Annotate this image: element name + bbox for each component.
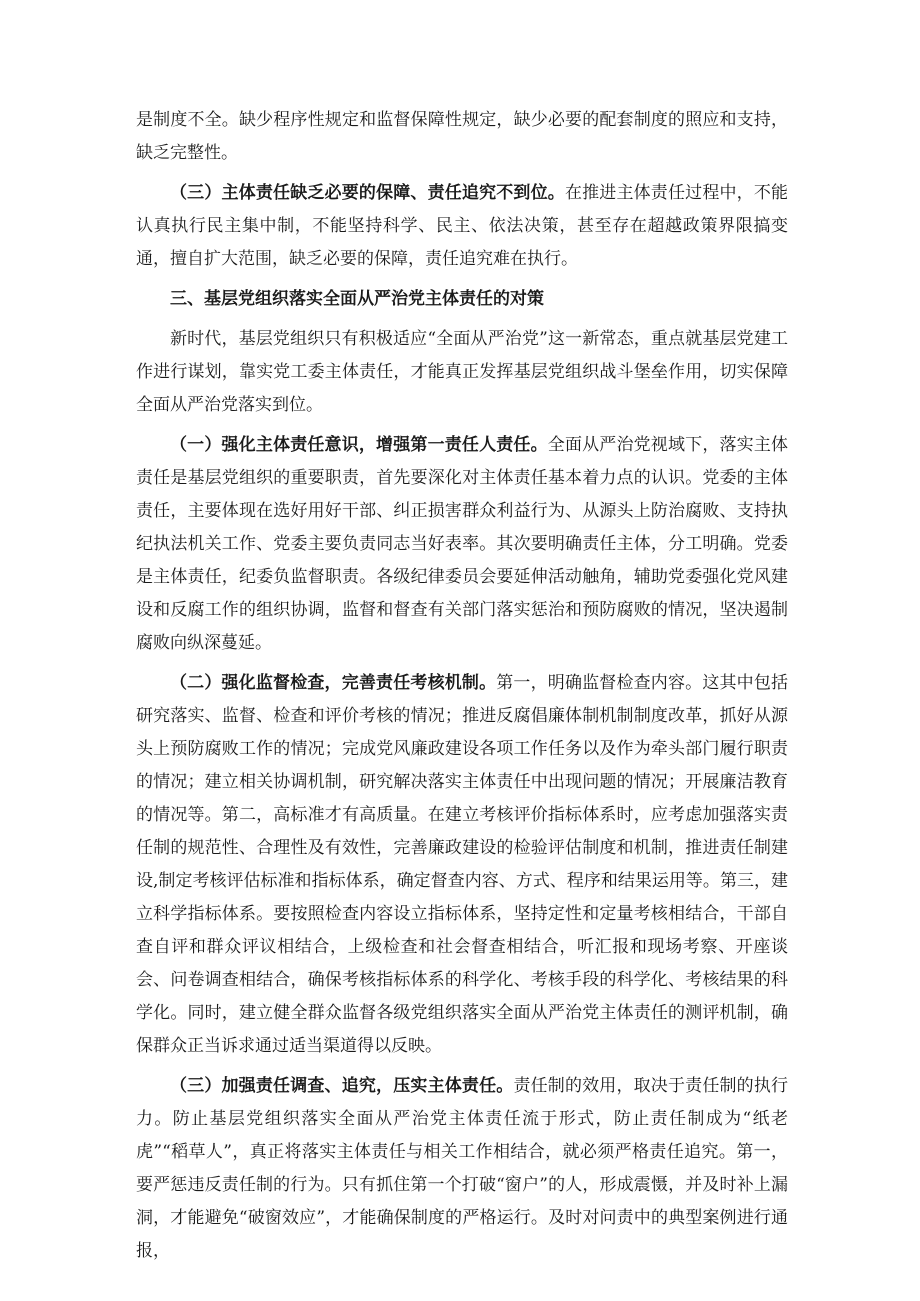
paragraph-text: 第一，明确监督检查内容。这其中包括研究落实、监督、检查和评价考核的情况；推进反腐倡廉体制机制制度改革，抓好从源头上预防腐败工作的情况；完成党风廉政建设各项工作任务以及作为牵头部门履行职责的情况；建立相关协调机制，研究解决落实主体责任中出现问题的情况；开展廉洁教育的情况等。第二，高标准才有高质量。在建立考核评价指标体系时，应考虑加强落实责任制的规范性、合理性及有效性，完善廉政建设的检验评估制度和机制，推进责任制建设,制定考核评估标准和指标体系，确定督查内容、方式、程序和结果运用等。第三，建立科学指标体系。要按照检查内容设立指标体系，坚持定性和定量考核相结合，干部自查自评和群众评议相结合，上级检查和社会督查相结合，听汇报和现场考察、开座谈会、问卷调查相结合，确保考核指标体系的科学化、考核手段的科学化、考核结果的科学化。同时，建立健全群众监督各级党组织落实全面从严治党主体责任的测评机制，确保群众正当诉求通过适当渠道得以反映。: [136, 673, 789, 1056]
paragraph-text: 新时代，基层党组织只有积极适应“全面从严治党”这一新常态，重点就基层党建工作进行谋划，靠实党工委主体责任，才能真正发挥基层党组织战斗堡垒作用，切实保障全面从严治党落实到位。: [136, 329, 788, 415]
document-body: [136, 104, 788, 1275]
paragraph-2: [136, 177, 788, 276]
paragraph-5: [136, 429, 788, 660]
paragraph-text: 在推进主体责任过程中，不能认真执行民主集中制，不能坚持科学、民主、依法决策，甚至存在超越政策界限搞变通，擅自扩大范围，缺乏必要的保障，责任追究难在执行。: [136, 183, 789, 269]
paragraph-heading: （二）强化监督检查，完善责任考核机制。: [170, 673, 497, 693]
section-heading: [136, 283, 788, 316]
paragraph-4: [136, 323, 788, 422]
paragraph-text: 是制度不全。缺少程序性规定和监督保障性规定，缺少必要的配套制度的照应和支持，缺乏完整性。: [136, 110, 788, 163]
paragraph-6: [136, 667, 788, 1063]
paragraph-7: [136, 1070, 788, 1268]
paragraph-heading: （三）加强责任调查、追究，压实主体责任。: [170, 1076, 514, 1096]
paragraph-1: [136, 104, 788, 170]
paragraph-heading: （三）主体责任缺乏必要的保障、责任追究不到位。: [170, 183, 565, 203]
paragraph-text: 责任制的效用，取决于责任制的执行力。防止基层党组织落实全面从严治党主体责任流于形式，防止责任制成为“纸老虎”“稻草人”，真正将落实主体责任与相关工作相结合，就必须严格责任追究。第一，要严惩违反责任制的行为。只有抓住第一个打破“窗户”的人，形成震慑，并及时补上漏洞，才能避免“破窗效应”，才能确保制度的严格运行。及时对问责中的典型案例进行通报，: [136, 1076, 789, 1261]
section-title: 三、基层党组织落实全面从严治党主体责任的对策: [170, 289, 544, 309]
paragraph-text: 全面从严治党视域下，落实主体责任是基层党组织的重要职责，首先要深化对主体责任基本着力点的认识。党委的主体责任，主要体现在选好用好干部、纠正损害群众利益行为、从源头上防治腐败、支持执纪执法机关工作、党委主要负责同志当好表率。其次要明确责任主体，分工明确。党委是主体责任，纪委负监督职责。各级纪律委员会要延伸活动触角，辅助党委强化党风建设和反腐工作的组织协调，监督和督查有关部门落实惩治和预防腐败的情况，坚决遏制腐败向纵深蔓延。: [136, 435, 789, 653]
paragraph-heading: （一）强化主体责任意识，增强第一责任人责任。: [170, 435, 548, 455]
